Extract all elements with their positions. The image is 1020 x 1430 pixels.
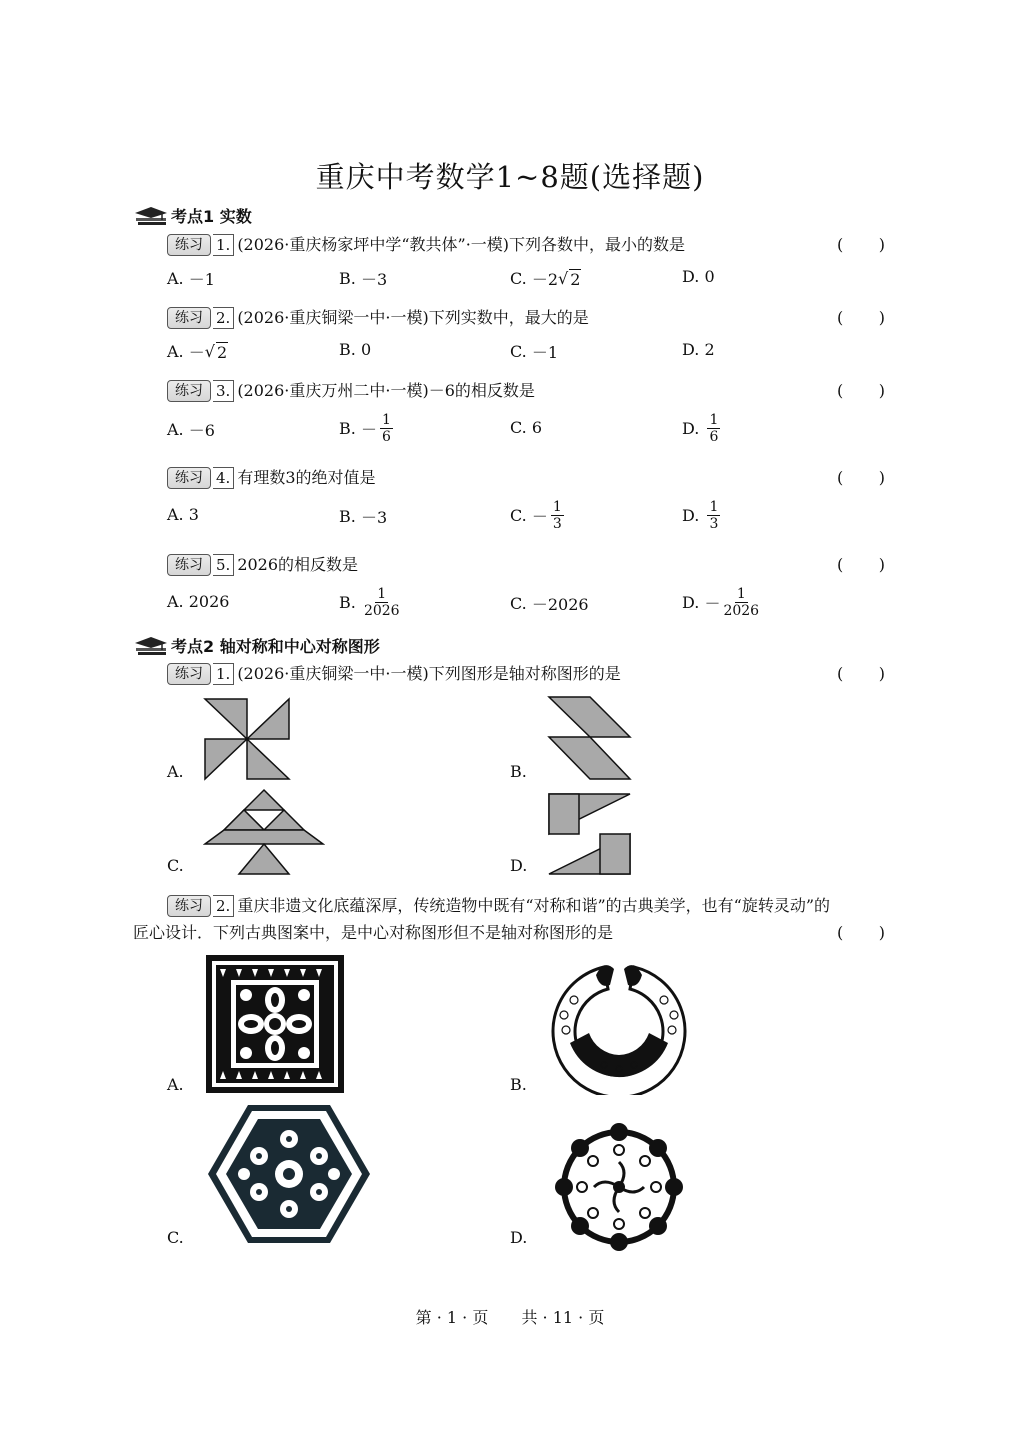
option-b: B. － $\frac{1}{6}$ — [339, 412, 391, 445]
question-number: 3. — [213, 380, 234, 402]
figure-label-d: D. — [510, 856, 528, 875]
option-a: A. 3 — [167, 505, 199, 524]
parallelogram-figure — [546, 695, 634, 783]
option-d: D. 2 — [682, 340, 715, 359]
question-stem: (2026·重庆万州二中·一模)－6的相反数是 — [237, 381, 535, 400]
option-c: C. 6 — [510, 418, 543, 437]
answer-blank: ( ) — [837, 923, 885, 942]
option-c: C. －2 √ 2 — [510, 269, 581, 289]
question-s1-3 — [167, 379, 885, 403]
option-d: D. $\frac{1}{3}$ — [682, 499, 719, 532]
question-s1-5 — [167, 553, 885, 577]
question-number: 5. — [213, 554, 234, 576]
option-c: C. － $\frac{1}{3}$ — [510, 499, 562, 532]
option-b: B. $\frac{1}{2026}$ — [339, 586, 400, 619]
books-icon — [133, 635, 169, 657]
option-a: A. －6 — [167, 420, 215, 440]
option-a: A. － √ 2 — [167, 342, 228, 362]
option-a: A. 2026 — [167, 592, 230, 611]
question-s1-1 — [167, 233, 885, 257]
option-b: B. －3 — [339, 269, 388, 289]
figure-label-c: C. — [167, 1228, 184, 1247]
question-s2-2 — [167, 894, 885, 918]
practice-badge: 练习 — [167, 234, 211, 256]
page-title: 重庆中考数学1~8题(选择题) — [315, 160, 705, 194]
fraction: $\frac{1}{6}$ — [381, 412, 391, 445]
z-shape-figure — [546, 792, 634, 876]
books-icon — [133, 205, 169, 227]
practice-badge: 练习 — [167, 554, 211, 576]
option-c: C. －2026 — [510, 594, 589, 614]
answer-blank: ( ) — [837, 381, 885, 400]
practice-badge: 练习 — [167, 663, 211, 685]
square-ornament-pattern — [206, 955, 344, 1093]
question-stem: 有理数3的绝对值是 — [237, 468, 376, 487]
answer-blank: ( ) — [837, 308, 885, 327]
question-number: 2. — [213, 307, 234, 329]
question-s2-2-line2 — [133, 921, 885, 945]
answer-blank: ( ) — [837, 468, 885, 487]
figure-label-a: A. — [167, 1075, 184, 1094]
pinwheel-figure — [203, 697, 291, 781]
fraction: $\frac{1}{3}$ — [709, 499, 719, 532]
question-number: 1. — [213, 234, 234, 256]
question-number: 2. — [213, 895, 234, 917]
answer-blank: ( ) — [837, 555, 885, 574]
practice-badge: 练习 — [167, 467, 211, 489]
question-stem: (2026·重庆铜梁一中·一模)下列实数中，最大的是 — [237, 308, 589, 327]
section-heading-1 — [133, 204, 252, 227]
figure-label-c: C. — [167, 856, 184, 875]
page-number: 第 · 1 · 页 — [415, 1308, 489, 1327]
figure-label-b: B. — [510, 762, 527, 781]
practice-badge: 练习 — [167, 895, 211, 917]
practice-badge: 练习 — [167, 380, 211, 402]
question-s1-4 — [167, 466, 885, 490]
fraction: $\frac{1}{2026}$ — [723, 586, 760, 619]
option-d: D. － $\frac{1}{2026}$ — [682, 586, 760, 619]
ring-ornament-pattern — [544, 955, 694, 1095]
question-stem: (2026·重庆铜梁一中·一模)下列图形是轴对称图形的是 — [237, 664, 621, 683]
figure-label-d: D. — [510, 1228, 528, 1247]
question-stem-continued: 匠心设计．下列古典图案中，是中心对称图形但不是轴对称图形的是 — [133, 923, 614, 942]
question-s2-1 — [167, 662, 885, 686]
round-scroll-pattern — [554, 1122, 684, 1252]
option-d: D. 0 — [682, 267, 715, 286]
answer-blank: ( ) — [837, 664, 885, 683]
option-d: D. $\frac{1}{6}$ — [682, 412, 719, 445]
question-stem: (2026·重庆杨家坪中学“教共体”·一模)下列各数中，最小的数是 — [237, 235, 686, 254]
section-label: 考点2 轴对称和中心对称图形 — [171, 637, 380, 656]
figure-label-b: B. — [510, 1075, 527, 1094]
section-heading-2 — [133, 634, 380, 657]
option-c: C. －1 — [510, 342, 559, 362]
page-total: 共 · 11 · 页 — [521, 1308, 605, 1327]
option-b: B. 0 — [339, 340, 372, 359]
question-stem: 2026的相反数是 — [237, 555, 359, 574]
fraction: $\frac{1}{3}$ — [552, 499, 562, 532]
figure-label-a: A. — [167, 762, 184, 781]
question-s1-2 — [167, 306, 885, 330]
triangles-figure — [203, 788, 325, 876]
fraction: $\frac{1}{6}$ — [709, 412, 719, 445]
fraction: $\frac{1}{2026}$ — [363, 586, 400, 619]
option-a: A. －1 — [167, 269, 215, 289]
question-number: 4. — [213, 467, 234, 489]
option-b: B. －3 — [339, 507, 388, 527]
question-number: 1. — [213, 663, 234, 685]
page-footer — [0, 1305, 1020, 1328]
question-stem: 重庆非遗文化底蕴深厚，传统造物中既有“对称和谐”的古典美学，也有“旋转灵动”的 — [237, 896, 831, 915]
hexagon-ornament-pattern — [206, 1103, 372, 1245]
section-label: 考点1 实数 — [171, 207, 252, 226]
practice-badge: 练习 — [167, 307, 211, 329]
answer-blank: ( ) — [837, 235, 885, 254]
